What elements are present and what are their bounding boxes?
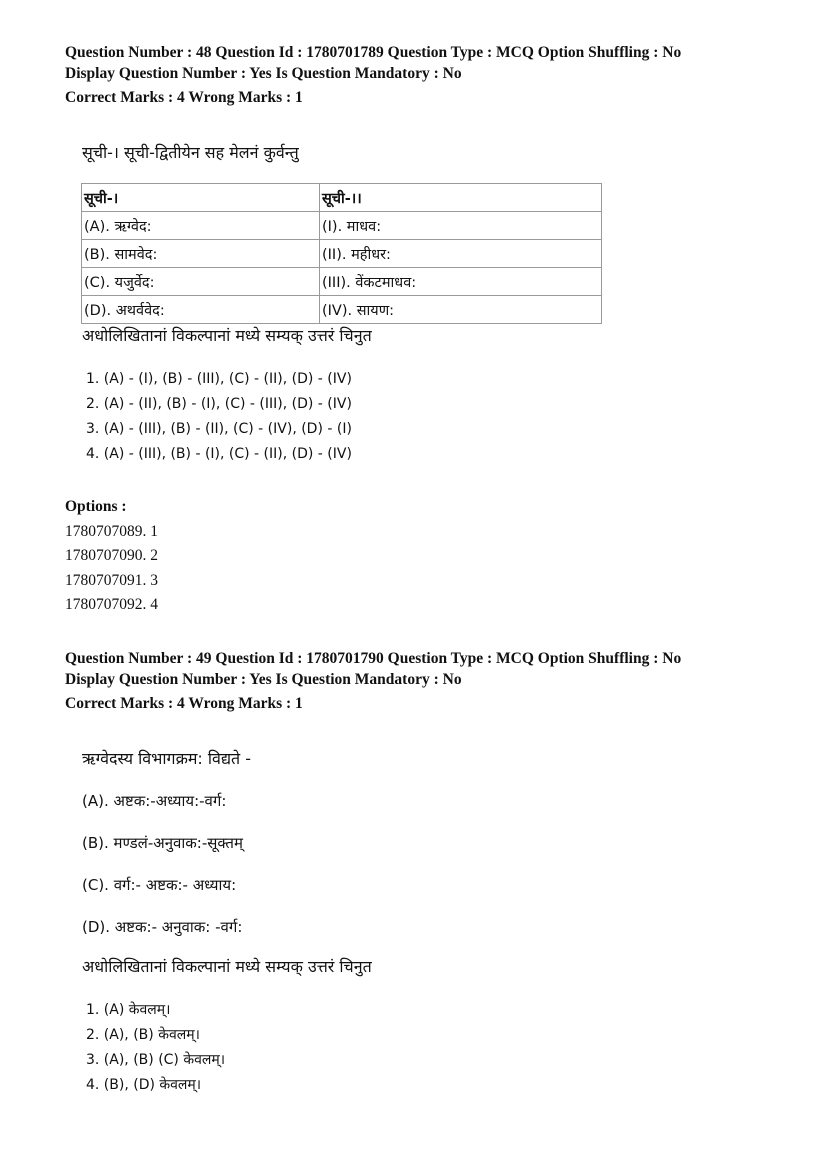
choice-item: 4. (B), (D) केवलम्। xyxy=(86,1077,202,1093)
q48-instruction: अधोलिखितानां विकल्पानां मध्ये सम्यक् उत्तरं चिनुत xyxy=(82,326,372,345)
options-heading: Options : xyxy=(65,498,127,515)
q49-meta-line2: Display Question Number : Yes Is Question Mandatory : No xyxy=(65,671,462,688)
choice-item: 3. (A), (B) (C) केवलम्। xyxy=(86,1052,226,1068)
q49-statement-d: (D). अष्टक:- अनुवाक: -वर्ग: xyxy=(82,918,243,936)
table-header-list2: सूची-।। xyxy=(320,184,602,212)
q49-choice-list xyxy=(86,998,225,1098)
choice-item: 1. (A) - (I), (B) - (III), (C) - (II), (D) - (IV) xyxy=(86,371,352,387)
table-header-list1: सूची-। xyxy=(82,184,320,212)
table-cell: (C). यजुर्वेद: xyxy=(82,268,320,296)
choice-item: 4. (A) - (III), (B) - (I), (C) - (II), (D) - (IV) xyxy=(86,446,352,462)
q48-prompt: सूची-। सूची-द्वितीयेन सह मेलनं कुर्वन्तु xyxy=(82,143,299,162)
q48-meta-line1: Question Number : 48 Question Id : 1780701789 Question Type : MCQ Option Shuffling : No xyxy=(65,44,682,61)
table-cell: (III). वेंकटमाधव: xyxy=(320,268,602,296)
table-cell: (I). माधव: xyxy=(320,212,602,240)
q49-statement-c: (C). वर्ग:- अष्टक:- अध्याय: xyxy=(82,876,237,894)
q48-meta xyxy=(65,42,681,108)
q49-meta-line1: Question Number : 49 Question Id : 1780701790 Question Type : MCQ Option Shuffling : No xyxy=(65,650,682,667)
table-row xyxy=(82,240,602,268)
choice-item: 3. (A) - (III), (B) - (II), (C) - (IV), (D) - (I) xyxy=(86,421,352,437)
choice-item: 2. (A) - (II), (B) - (I), (C) - (III), (D) - (IV) xyxy=(86,396,352,412)
choice-item: 1. (A) केवलम्। xyxy=(86,1002,171,1018)
q49-statement-a: (A). अष्टक:-अध्याय:-वर्ग: xyxy=(82,792,227,810)
q48-choice-list xyxy=(86,367,352,467)
option-id-item: 1780707089. 1 xyxy=(65,522,158,540)
q49-instruction: अधोलिखितानां विकल्पानां मध्ये सम्यक् उत्तरं चिनुत xyxy=(82,957,372,976)
table-cell: (D). अथर्ववेद: xyxy=(82,296,320,324)
table-cell: (II). महीधर: xyxy=(320,240,602,268)
table-header-row xyxy=(82,184,602,212)
table-cell: (IV). सायण: xyxy=(320,296,602,324)
option-id-item: 1780707092. 4 xyxy=(65,596,158,613)
q49-statement-b: (B). मण्डलं-अनुवाक:-सूक्तम् xyxy=(82,834,243,852)
option-id-item: 1780707090. 2 xyxy=(65,547,158,564)
q49-prompt: ऋग्वेदस्य विभागक्रम: विद्यते - xyxy=(82,749,251,768)
table-row xyxy=(82,296,602,324)
q48-options-block xyxy=(65,495,158,618)
table-cell: (B). सामवेद: xyxy=(82,240,320,268)
q49-meta-line3: Correct Marks : 4 Wrong Marks : 1 xyxy=(65,695,303,712)
table-cell: (A). ऋग्वेद: xyxy=(82,212,320,240)
choice-item: 2. (A), (B) केवलम्। xyxy=(86,1027,200,1043)
table-row xyxy=(82,268,602,296)
option-id-item: 1780707091. 3 xyxy=(65,571,158,589)
table-row xyxy=(82,212,602,240)
q48-meta-line2: Display Question Number : Yes Is Question Mandatory : No xyxy=(65,65,462,82)
q49-meta xyxy=(65,648,681,714)
q48-match-table xyxy=(81,183,602,324)
q48-meta-line3: Correct Marks : 4 Wrong Marks : 1 xyxy=(65,89,303,106)
